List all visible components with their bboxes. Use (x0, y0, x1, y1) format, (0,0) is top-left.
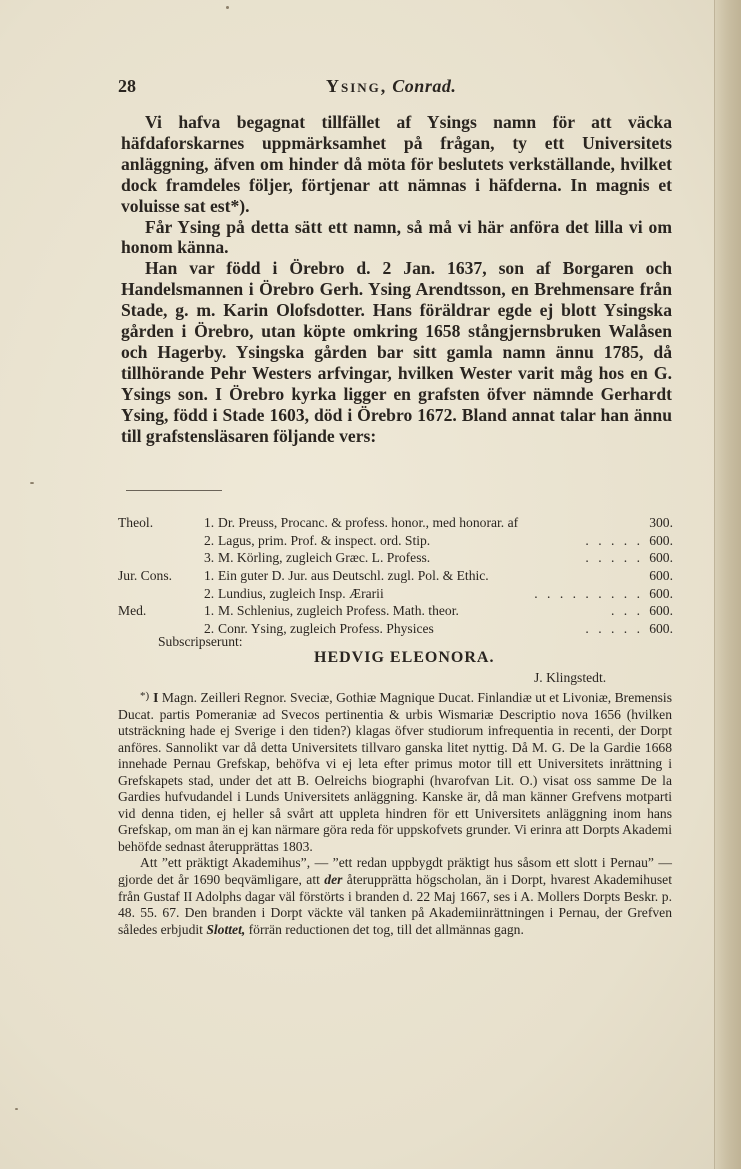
body-paragraph: Han var född i Örebro d. 2 Jan. 1637, son af Borgaren och Handelsmannen i Örebro Gerh. Ysing Arendtsson, en Brehmensare från Stade, g. m. Karin Olofsdotter. Hans föräldrar egde ej blott Ysingska gården i Örebro, utan köpte omkring 1658 stångjernsbruken Walåsen och Hagerby. Ysingska gården bar sitt gamla namn ännu 1785, då tillhörande Pehr Westers arfvingar, hvilken Wester varit måg hos en G. Ysings son. I Örebro kyrka ligger en grafsten öfver nämnde Gerhardt Ysing, född i Stade 1603, död i Örebro 1672. Bland annat talar han ännu till grafstensläsaren följande vers: (121, 258, 672, 446)
footnote-paragraph (118, 855, 672, 938)
graduation-number: 2. (204, 621, 215, 637)
footnote-text: I (153, 690, 159, 705)
graduation-row (118, 532, 673, 550)
body-paragraph: Vi hafva begagnat tillfället af Ysings namn för att väcka häfdaforskarnes uppmärksamhet på frågan, ty ett Universitets anläggning, äfven om hinder då möta för beslutets verkställande, hvilket dock framdeles följer, förtjenar att nämnas i häfderna. In magnis et voluisse sat est*). (121, 112, 672, 216)
graduation-amount: 300. (649, 515, 673, 530)
footnote (118, 688, 672, 938)
body-paragraph: Får Ysing på detta sätt ett namn, så må vi här anföra det lilla vi om honom känna. (121, 216, 672, 258)
page-header (118, 76, 678, 100)
graduation-number: 1. (204, 568, 215, 584)
footnote-text: återupprätta högscholan, än i Dorpt, hvarest Akademihuset från Gustaf II Adolphs dagar väl förstörts i branden d. 22 Maj 1667, ses i A. Mollers Dorpts Beskr. p. 48. 55. 67. Den branden i Dorpt väckte väl tanken på Akademiinrättningen i Pernau, der Grefven således erbjudit (118, 872, 672, 937)
footnote-text: Magn. (161, 690, 198, 705)
graduation-description: Lundius, zugleich Insp. Ærarii (218, 585, 384, 601)
graduation-amount: 600. (649, 621, 673, 637)
footnote-text: Att ”ett präktigt Akademihus”, — ”ett redan uppbygdt präktigt hus såsom ett slott i Pernau” — gjorde det år 1690 beqvämligare, att (118, 855, 672, 888)
graduation-leader: . . . . . . . . . (534, 585, 643, 601)
graduation-description: Dr. Preuss, Procanc. & profess. honor., med honorar. af (218, 515, 519, 530)
graduation-amount: 600. (649, 550, 673, 566)
graduation-number: 2. (204, 532, 215, 548)
running-head-forename: Conrad. (392, 76, 457, 96)
footnote-emphasis: der (324, 872, 343, 888)
graduation-row (118, 567, 673, 585)
signatory-klingstedt: J. Klingstedt. (534, 670, 607, 685)
graduation-row (118, 602, 673, 620)
graduation-list (118, 514, 673, 638)
section-divider (126, 490, 222, 491)
graduation-faculty: Jur. Cons. (118, 568, 173, 584)
paper-speck (15, 1108, 18, 1110)
graduation-description: M. Körling, zugleich Græc. L. Profess. (218, 550, 431, 566)
graduation-number: 3. (204, 550, 215, 566)
paper-speck (30, 482, 34, 484)
graduation-description: Conr. Ysing, zugleich Profess. Physices (218, 621, 434, 637)
footnote-emphasis: Slottet, (206, 921, 246, 937)
footnote-text: Zeilleri Regnor. Sveciæ, Gothiæ Magnique Ducat. Finlandiæ ut et Livoniæ, Bremensis Ducat. partis Pomeraniæ ad Svecos pertinentia & urbis Wismariæ Descriptio nova 1656 (hvilken utsträckning hade ej Sverige i den tiden?) klagas öfver studiorum infrequentia in recenti, der Dorpt anföres. Sannolikt var då detta Universitets tillvaro ganska litet nyttig. Då M. G. De la Gardie 1668 innehade Pernau Grefskap, behöfva vi ej leta efter primus motor till ett Universitets inrättning i Grefskapets stad, under det att B. Oelreichs biographi (hvarofvan Lit. O.) visat oss samme De la Gardies hufvudandel i Lunds Universitets anläggning. Kanske är, då man känner Grefvens motparti vid denna tiden, ej heller så svårt att uppleta hindren för ett Universitets anläggning inom hans Grefskap, om man än ej kan närmare göra reda för uppskofvets grunder. Vi erinra att Dorpts Akademi behöfde sednast återupprättas 1803. (118, 690, 672, 854)
graduation-faculty: Theol. (118, 515, 154, 530)
graduation-description: Lagus, prim. Prof. & inspect. ord. Stip. (218, 532, 431, 548)
paper-speck (226, 6, 229, 9)
signatory-queen: HEDVIG ELEONORA. (314, 649, 495, 666)
graduation-amount: 600. (649, 568, 673, 584)
graduation-row (118, 549, 673, 567)
page-number: 28 (118, 76, 136, 96)
body-text (121, 112, 672, 447)
footnote-paragraph (118, 688, 672, 855)
graduation-faculty: Med. (118, 603, 147, 619)
graduation-description: M. Schlenius, zugleich Profess. Math. theor. (218, 603, 459, 619)
page-edge (714, 0, 741, 1169)
graduation-number: 2. (204, 585, 215, 601)
running-head-surname: Ysing, (326, 76, 388, 96)
graduation-leader: . . . (611, 603, 643, 619)
footnote-text: förrän reductionen det tog, till det allmännas gagn. (248, 921, 524, 937)
footnote-marker: *) (140, 690, 150, 702)
graduation-number: 1. (204, 603, 215, 619)
graduation-row (118, 585, 673, 603)
graduation-leader: . . . . . (585, 621, 643, 637)
graduation-description: Ein guter D. Jur. aus Deutschl. zugl. Pol. & Ethic. (218, 568, 489, 584)
graduation-amount: 600. (649, 603, 673, 619)
running-head (326, 76, 456, 97)
graduation-amount: 600. (649, 532, 673, 548)
graduation-leader: . . . . . (585, 550, 643, 566)
subscripserunt-label: Subscripserunt: (158, 634, 243, 649)
graduation-leader: . . . . . (585, 532, 643, 548)
graduation-row (118, 514, 673, 532)
graduation-number: 1. (204, 515, 215, 530)
graduation-amount: 600. (649, 585, 673, 601)
